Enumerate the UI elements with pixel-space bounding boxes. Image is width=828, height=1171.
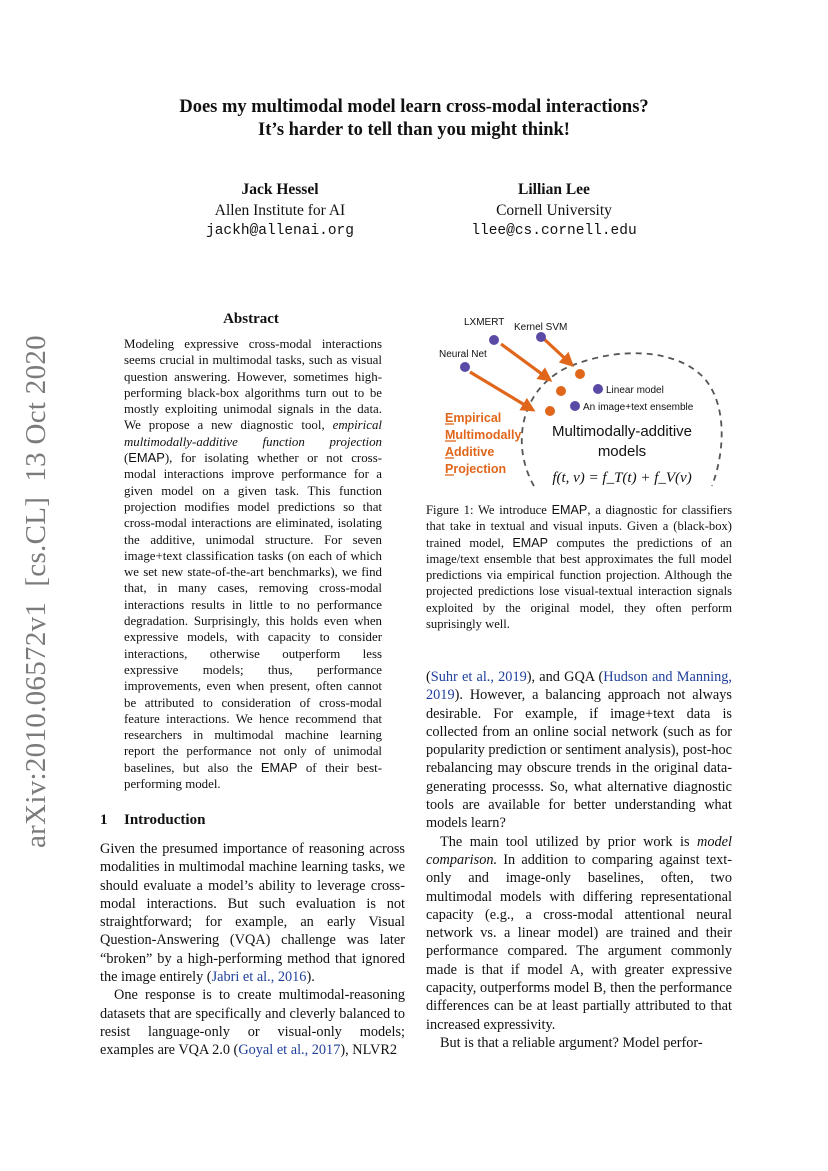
text-run: Given the presumed importance of reasoning across modalities in multimodal machine learning tasks, we should evaluate a model’s ability to leverage cross-modal interactions. But such evaluation is not straightforward; for example, an early Visual Question-Answering (VQA) challenge was later “broken” by a high-performing method that ignored the image entirely ( [100,841,405,986]
emap-term: EMAP [128,450,165,466]
projected-point [545,406,555,416]
projected-point [575,369,585,379]
figure-1-caption [426,502,732,632]
arxiv-stamp-text: arXiv:2010.06572v1 [cs.CL] 13 Oct 2020 [20,335,52,848]
paragraph [426,833,732,1034]
projection-arrow [544,339,572,365]
additive-formula: f(t, v) = f_T(t) + f_V(v) [552,470,692,486]
region-label-line-1: Multimodally-additive [551,423,693,440]
intro-right-column [426,668,732,1052]
text-run: ). However, a balancing approach not always desirable. For example, if image+text data is collected from an online social network (such as for popularity prediction or sentiment analysis), post-hoc rebalancing may obscure trends in the original data-generating processs. So, what alternative diagnostic tools are available for better understanding what models learn? [426,687,732,832]
label-lxmert: LXMERT [464,317,505,328]
model-space-boundary [522,353,722,486]
abstract-body [124,336,382,792]
model-point-kernel-svm [536,332,546,342]
abstract-text-3: ), for isolating whether or not cross-modal interactions improve performance for a given model on a given task. This function projection modifies model predictions so that cross-modal interactions are eliminated, isolating the additive, unimodal structure. For seven image+text classification tasks (on each of which we set new state-of-the-art benchmarks), we find that, in many cases, removing cross-modal interactions results in little to no performance degradation. Surprisingly, this holds even when expressive models, with capacity to consider interactions, otherwise outperform less expressive models; thus, performance improvements, even when present, often cannot be attributed to consideration of cross-modal feature interactions. We hence recommend that researchers in multimodal machine learning report the performance not only of unimodal baselines, but also the [124,451,382,775]
caption-text: computes the predictions of an image/text ensemble that best approximates the full model predictions via empirical function projection. Although the projected predictions lose visual-textual interaction signals exploited by the original model, they often perform suprisingly well. [426,535,733,632]
section-number: 1 [100,812,108,828]
author-block-1 [150,179,410,242]
projection-arrow [470,372,533,410]
projected-point [556,386,566,396]
paragraph [426,1034,732,1052]
model-point-lxmert [489,335,499,345]
citation-link[interactable]: Goyal et al., 2017 [238,1042,341,1059]
abstract-emphasis: empirical multimodally-additive function projection [124,418,382,449]
emap-label-line: Empirical [445,411,502,425]
region-label-line-2: models [597,443,647,460]
model-point-ensemble [570,401,580,411]
figure-1-diagram [426,308,736,498]
model-point-linear [593,384,603,394]
citation-link[interactable]: Suhr et al., 2019 [430,669,527,685]
abstract-heading: Abstract [223,311,279,327]
emap-term: EMAP [260,759,298,775]
text-run: ). [306,969,315,986]
emap-label-line: Additive [445,445,495,459]
emap-term: EMAP [551,503,588,517]
abstract-text-1: Modeling expressive cross-modal interactions seems crucial in multimodal tasks, such as visual question answering. However, sometimes high-performing black-box algorithms turn out to be mostly exploiting unimodal signals in the data. We propose a new diagnostic tool, [124,337,382,433]
label-ensemble: An image+text ensemble [583,402,694,413]
text-run: ), NLVR2 [340,1042,398,1059]
emap-label-line: Projection [445,462,507,476]
emap-label-line: Multimodally [445,428,522,442]
paragraph [100,840,405,986]
text-run: The main tool utilized by prior work is [440,833,698,850]
emap-acronym-label [445,411,521,476]
abstract-text-4: of their best-performing model. [124,760,382,792]
paragraph [426,668,732,833]
author-email: jackh@allenai.org [206,223,354,239]
section-title: Introduction [124,812,206,828]
title-line-1: Does my multimodal model learn cross-modal interactions? [179,97,649,117]
text-run: But is that a reliable argument? Model perfor- [440,1034,703,1051]
intro-left-column [100,840,405,1060]
abstract-text-2: ( [124,451,129,466]
label-kernel-svm: Kernel SVM [514,322,568,333]
text-run: In addition to comparing against text-only and image-only baselines, often, two multimodal models with differing representational capacity (e.g., a cross-modal attentional neural network vs. a linear model) are trained and their performance compared. The argument commonly made is that if model A, with greater expressive capacity, outperforms model B, then the performance differences can be at least partially attributed to that increased expressivity. [426,851,732,1033]
title-line-2: It’s harder to tell than you might think! [258,120,570,140]
model-point-neural-net [460,362,470,372]
author-name: Lillian Lee [518,181,590,198]
author-name: Jack Hessel [241,181,319,198]
emphasis: model comparison. [426,833,732,868]
emap-term: EMAP [512,535,549,550]
caption-text: , a diagnostic for classifiers that take in textual and visual inputs. Given a (black-box) trained model, [426,503,732,550]
paragraph [100,986,405,1059]
author-block-2 [424,179,684,242]
label-linear-model: Linear model [606,385,664,396]
section-heading-introduction [100,812,205,829]
arxiv-stamp [20,335,54,848]
citation-link[interactable]: Jabri et al., 2016 [211,969,307,986]
paper-title [0,96,828,142]
text-run: One response is to create multimodal-reasoning datasets that are specifically and cleverly balanced to resist language-only or visual-only models; examples are VQA 2.0 ( [100,987,405,1059]
text-run: ), and GQA ( [526,669,604,685]
label-neural-net: Neural Net [439,349,487,360]
author-email: llee@cs.cornell.edu [471,223,637,239]
caption-text: Figure 1: We introduce [426,503,552,517]
author-affiliation: Cornell University [496,202,612,219]
projection-arrow [501,344,550,380]
author-affiliation: Allen Institute for AI [214,202,346,219]
text-run: ( [426,669,431,685]
citation-link[interactable]: Hudson and Manning, 2019 [426,669,732,704]
